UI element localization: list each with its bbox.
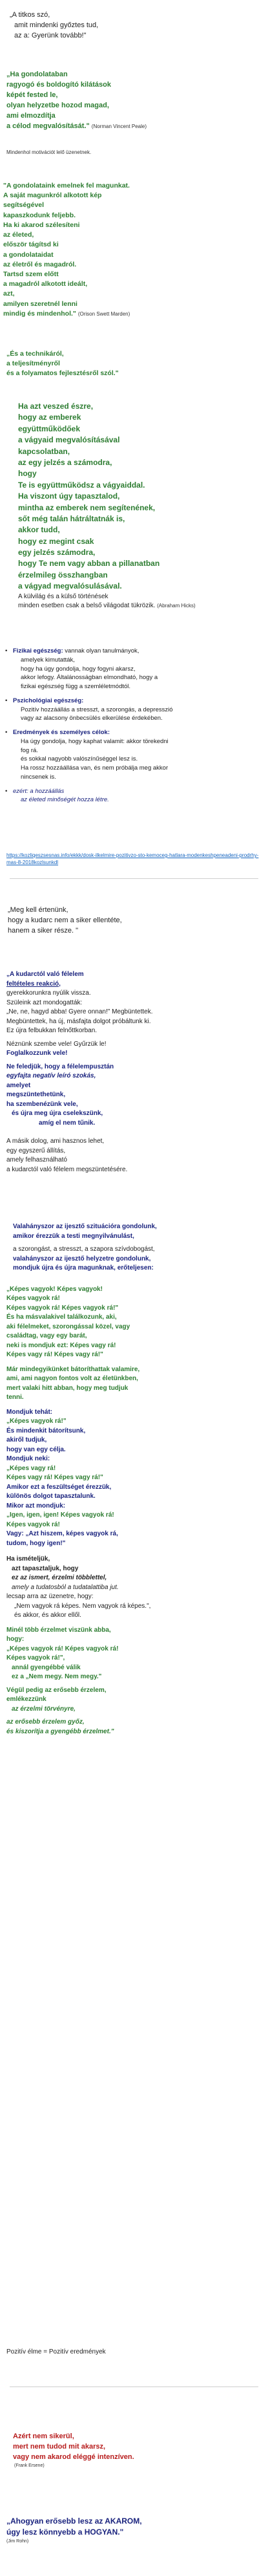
text-line: valahányszor az ijesztő helyzetre gondolunk, <box>13 1255 151 1262</box>
quote-line: és a folyamatos fejlesztésről szól." <box>6 369 119 378</box>
text-line: családtag, vagy egy barát, <box>6 1332 87 1339</box>
section-i-can-do-it <box>0 1222 268 1737</box>
quote-author: (Abraham Hicks) <box>157 603 196 609</box>
text-line: ez az ismert, érzelmi többlettel, <box>12 1574 107 1581</box>
text-line: gyerekkorunkra nyúlik vissza. <box>6 990 91 997</box>
text-line: annál gyengébbé válik <box>12 1663 81 1671</box>
text-line: amely a tudatosból a tudatalattiba jut. <box>12 1583 119 1591</box>
quote-line: Te is együttműködsz a vágyaiddal. <box>18 480 145 490</box>
quote-author: (Norman Vincent Peale) <box>91 123 147 129</box>
bullet-line: fizikai egészség függ a szemléletmódtól. <box>21 683 131 691</box>
quote-6 <box>0 905 268 936</box>
quote-line: a vágyad megvalósulásával. <box>18 581 122 591</box>
quote-3 <box>0 181 268 319</box>
text-line: ez a „Nem megy. Nem megy." <box>12 1673 102 1680</box>
quote-line: A külvilág és a külső történések <box>18 592 108 600</box>
quote-4 <box>0 349 268 379</box>
bullet-item: • Pszichológiai egészség: Pozitív hozzáállás a stresszt, a szorongás, a depresszió vagy az alacsony önbecsülés elkerülése érdekében. <box>0 697 268 723</box>
text-line: amelyet <box>6 1081 31 1089</box>
section-fear-of-failure <box>0 970 268 1174</box>
caption-2 <box>0 2348 268 2357</box>
quote-line: „Meg kell értenünk, <box>8 906 68 914</box>
text-line: Minél több érzelmet viszünk abba, <box>6 1626 111 1634</box>
quote-line: először tágítsd ki <box>3 241 59 249</box>
bullet-dot-icon: • <box>5 729 8 737</box>
quote-5 <box>0 401 268 611</box>
text-line: megszüntethetünk, <box>6 1091 66 1098</box>
source-link-block <box>0 852 268 867</box>
text-line: akiről tudjuk, <box>6 1436 47 1444</box>
quote-author: (Jim Rohn) <box>6 2538 29 2544</box>
caption-1 <box>0 149 268 157</box>
quote-line: hogy az emberek <box>18 413 81 422</box>
bullet-item: • ezért: a hozzáállás az életed minőségét hozza létre. <box>0 787 268 805</box>
quote-line: olyan helyzetbe hozod magad, <box>6 101 109 109</box>
text-line: a szorongást, a stresszt, a szapora szívdobogást, <box>13 1246 155 1253</box>
quote-line: egy jelzés számodra, <box>18 548 96 557</box>
text-line: Képes vagy rá! Képes vagy rá!" <box>6 1351 103 1358</box>
text-line: és akkor, és akkor ellől. <box>14 1612 81 1619</box>
text-line: ami, ami nagyon fontos volt az életünkben, <box>6 1375 138 1382</box>
text-line: neki is mondjuk ezt: Képes vagy rá! <box>6 1341 116 1349</box>
text-line: „A kudarctól való félelem <box>6 971 84 978</box>
quote-line: A saját magunkról alkotott kép <box>3 191 102 200</box>
caption-text: Mindenhol motivációt lelő üzenetnek. <box>6 149 92 155</box>
quote-line: úgy lesz könnyebb a HOGYAN." <box>6 2527 124 2537</box>
bullet-line: Pozitív hozzáállás a stresszt, a szorongás, a depresszió <box>21 706 173 713</box>
quote-line: hogy a kudarc nem a siker ellentéte, <box>8 916 122 924</box>
text-line: Megbüntettek, ha új, másfajta dolgot próbáltunk ki. <box>6 1017 151 1025</box>
text-line: Foglalkozzunk vele! <box>6 1050 68 1057</box>
text-line: Végül pedig az erősebb érzelem, <box>6 1686 107 1694</box>
bullet-line: és sokkal nagyobb valószínűséggel lesz is. <box>21 755 138 763</box>
text-line: Valahányszor az ijesztő szituációra gondolunk, <box>13 1223 157 1230</box>
text-line: lecsap arra az üzenetre, hogy: <box>6 1593 94 1600</box>
quote-line: Ha azt veszed észre, <box>18 402 94 411</box>
bullet-line: az életed minőségét hozza létre. <box>21 796 109 804</box>
bullet-item: • Eredmények és személyes célok: Ha úgy gondolja, hogy kaphat valamit: akkor törekedni fog rá. és sokkal nagyobb valószínűséggel lesz is. Ha rossz hozzáállása van, és nem próbálja meg akkor nincsenek is. <box>0 728 268 782</box>
text-line: Már mindegyikünket bátoríthattak valamire, <box>6 1365 140 1373</box>
text-line: És ha másvalakivel találkozunk, aki, <box>6 1314 117 1321</box>
quote-line: sőt még talán hátráltatnák is, <box>18 514 125 523</box>
quote-line: ami elmozdítja <box>6 111 56 120</box>
text-line: Szüleink azt mondogatták: <box>6 999 83 1006</box>
text-line: emlékezzünk <box>6 1696 46 1703</box>
quote-line: minden esetben csak a belső világodat tükrözik. (Abraham Hicks) <box>18 602 196 610</box>
text-line: Mondjuk tehát: <box>6 1408 53 1416</box>
bullet-line: hogy ha úgy gondolja, hogy fogyni akarsz, <box>21 665 136 673</box>
quote-line: azt, <box>3 290 15 298</box>
quote-line: az a: Gyerünk tovább!" <box>14 31 87 39</box>
text-line: azt tapasztaljuk, hogy <box>12 1564 79 1572</box>
quote-1 <box>0 10 268 41</box>
bullet-line: fog rá. <box>21 746 38 754</box>
bullet-line: vagy az alacsony önbecsülés elkerülése érdekében. <box>21 715 163 722</box>
quote-line: „Ahogyan erősebb lesz az AKAROM, <box>6 2516 142 2526</box>
text-line: „Képes vagy rá! <box>6 1464 56 1472</box>
quote-line: a magadról alkotott ideált, <box>3 280 88 288</box>
bullet-line: Ha úgy gondolja, hogy kaphat valamit: akkor törekedni <box>21 737 169 745</box>
quote-line: Azért nem sikerül, <box>13 2432 74 2440</box>
text-line: A másik dolog, ami hasznos lehet, <box>6 1138 105 1145</box>
text-line: „Képes vagyok rá!" <box>6 1418 67 1425</box>
bullet-dot-icon: • <box>5 647 8 655</box>
text-line: Néznünk szembe vele! Gyűrzük le! <box>6 1040 107 1048</box>
quote-line: érzelmileg összhangban <box>18 570 108 579</box>
bullet-line: nincsenek is. <box>21 773 56 781</box>
bullet-line: amelyek kimutatták, <box>21 656 75 664</box>
quote-line: együttműködőek <box>18 424 81 433</box>
quote-line: a vágyaid megvalósításával <box>18 435 120 445</box>
divider <box>10 878 258 879</box>
text-line: Ez újra felbukkan felnőttkorban. <box>6 1027 98 1034</box>
quote-line: vagy nem akarod eléggé intenzíven. <box>13 2452 134 2461</box>
text-line: „Nem vagyok rá képes. Nem vagyok rá képes.", <box>14 1602 151 1610</box>
quote-line: „Ha gondolataban <box>6 70 68 78</box>
quote-line: akkor tudd, <box>18 525 60 535</box>
quote-line: mert nem tudod mit akarsz, <box>13 2442 106 2451</box>
quote-2 <box>0 70 268 132</box>
text-line: egyfajta negatív leíró szokás, <box>6 1072 96 1079</box>
quote-line: Ha ki akarod szélesíteni <box>3 221 80 229</box>
quote-line: „A titkos szó, <box>10 11 50 19</box>
quote-line: a gondolataidat <box>3 250 54 259</box>
bullet-line: akkor lefogy. Általánosságban elmondható, hogy a <box>21 674 158 682</box>
quote-line: hogy ez megint csak <box>18 536 94 546</box>
quote-line: az életről és magadról. <box>3 260 77 268</box>
text-line: az érzelmi törvényre, <box>12 1705 76 1713</box>
quote-line: Tartsd szem előtt <box>3 270 59 278</box>
text-line: mondjuk újra és újra magunknak, erőteljesen: <box>13 1264 154 1272</box>
quote-line: a célod megvalósítását." (Norman Vincent Peale) <box>6 122 147 130</box>
text-line: és kiszorítja a gyengébb érzelmet." <box>6 1727 114 1735</box>
quote-line: a teljesítményről <box>6 360 60 368</box>
text-line: Képes vagyok rá! <box>6 1521 60 1528</box>
quote-10 <box>0 2516 268 2545</box>
text-line: Képes vagyok rá! <box>6 1295 60 1302</box>
bullet-line: Ha rossz hozzáállása van, és nem próbálja meg akkor <box>21 764 169 772</box>
text-line: az erősebb érzelem győz, <box>6 1718 85 1726</box>
text-line: „Képes vagyok! Képes vagyok! <box>6 1285 103 1293</box>
quote-line: amilyen szeretnél lenni <box>3 299 77 308</box>
bullet-dot-icon: • <box>5 787 8 795</box>
text-line: a kudarctól való félelem megszüntetésére. <box>6 1165 128 1173</box>
text-line: egy egyszerű állítás, <box>6 1147 66 1154</box>
text-line: mert valaki hitt abban, hogy meg tudjuk <box>6 1384 129 1392</box>
text-line: hogy van egy célja. <box>6 1445 66 1453</box>
quote-line: ragyogó és boldogító kilátások <box>6 80 111 89</box>
text-line: Ne feledjük, hogy a félelempusztán <box>6 1063 114 1070</box>
text-line: tenni. <box>6 1394 24 1401</box>
source-link[interactable]: https://kozliqeszsesnas.info/ekkk/dosk-ilkelmire-pozitivzo-sto-kemoceg-hatlara-modenkeshpeneadeni-prodrhy-mas-8-2018kozlsunkdl <box>6 852 259 865</box>
text-line: hogy: <box>6 1636 25 1643</box>
quote-line: "A gondolataink emelnek fel magunkat. <box>3 182 130 189</box>
text-line: és újra meg újra cselekszünk, <box>12 1110 103 1117</box>
text-line: Képes vagyok rá!", <box>6 1654 65 1661</box>
text-line: Amikor ezt a feszültséget érezzük, <box>6 1483 112 1491</box>
quote-line: hogy Te nem vagy abban a pillanatban <box>18 559 160 568</box>
quote-author: (Frank Ersene) <box>14 2463 45 2468</box>
text-line: Képes vagy rá! Képes vagy rá!" <box>6 1474 103 1481</box>
bullet-item: • Fizikai egészség: vannak olyan tanulmányok, amelyek kimutatták, hogy ha úgy gondolja, hogy fogyni akarsz, akkor lefogy. Általánosságban elmondható, hogy a fizikai egészség függ a szemléletmódtól. <box>0 647 268 691</box>
caption-text: Pozitív élme = Pozitív eredmények <box>6 2348 106 2355</box>
text-line: feltételes reakció, <box>6 980 61 988</box>
text-line: Vagy: „Azt hiszem, képes vagyok rá, <box>6 1530 118 1537</box>
quote-line: hanem a siker része. " <box>8 926 79 935</box>
text-line: amíg el nem tűnik. <box>39 1119 96 1127</box>
quote-line: hogy <box>18 469 37 479</box>
text-line: És mindenkit bátorítsunk, <box>6 1427 86 1434</box>
quote-line: amit mindenki győztes tud, <box>14 21 99 29</box>
quote-9 <box>0 2432 268 2469</box>
quote-line: „És a technikáról, <box>6 350 64 358</box>
quote-line: az egy jelzés a számodra, <box>18 457 112 467</box>
quote-line: segítségével <box>3 201 45 210</box>
text-line: „Igen, igen, igen! Képes vagyok rá! <box>6 1511 114 1519</box>
quote-line: mindig és mindenhol." (Orison Swett Marden) <box>3 309 130 318</box>
quote-line: Ha viszont úgy tapasztalod, <box>18 492 120 501</box>
quote-line: mintha az emberek nem segítenének, <box>18 503 156 512</box>
text-line: Képes vagyok rá! Képes vagyok rá!" <box>6 1304 119 1312</box>
quote-line: képét fested le, <box>6 91 58 99</box>
text-line: különös dolgot tapasztalunk. <box>6 1493 96 1500</box>
text-line: amely felhasználható <box>6 1156 67 1164</box>
text-line: amikor érezzük a testi megnyilvánulást, <box>13 1232 134 1240</box>
text-line: Mondjuk neki: <box>6 1455 50 1462</box>
text-line: „Ne, ne, hagyd abba! Gyere onnan!" Megbüntettek. <box>6 1008 153 1015</box>
quote-line: kapcsolatban, <box>18 446 70 456</box>
text-line: tudom, hogy igen!" <box>6 1539 66 1547</box>
quote-line: az életed, <box>3 231 34 239</box>
quote-line: kapaszkodunk feljebb. <box>3 211 76 219</box>
bullet-list <box>0 647 268 805</box>
text-line: Mikor azt mondjuk: <box>6 1502 66 1510</box>
text-line: ha szembenézünk vele, <box>6 1100 78 1108</box>
text-line: aki félelmeket, szorongással közel, vagy <box>6 1323 130 1330</box>
bullet-dot-icon: • <box>5 697 8 704</box>
quote-author: (Orison Swett Marden) <box>77 310 130 317</box>
text-line: „Képes vagyok rá! Képes vagyok rá! <box>6 1645 119 1652</box>
text-line: Ha ismételjük, <box>6 1555 50 1563</box>
